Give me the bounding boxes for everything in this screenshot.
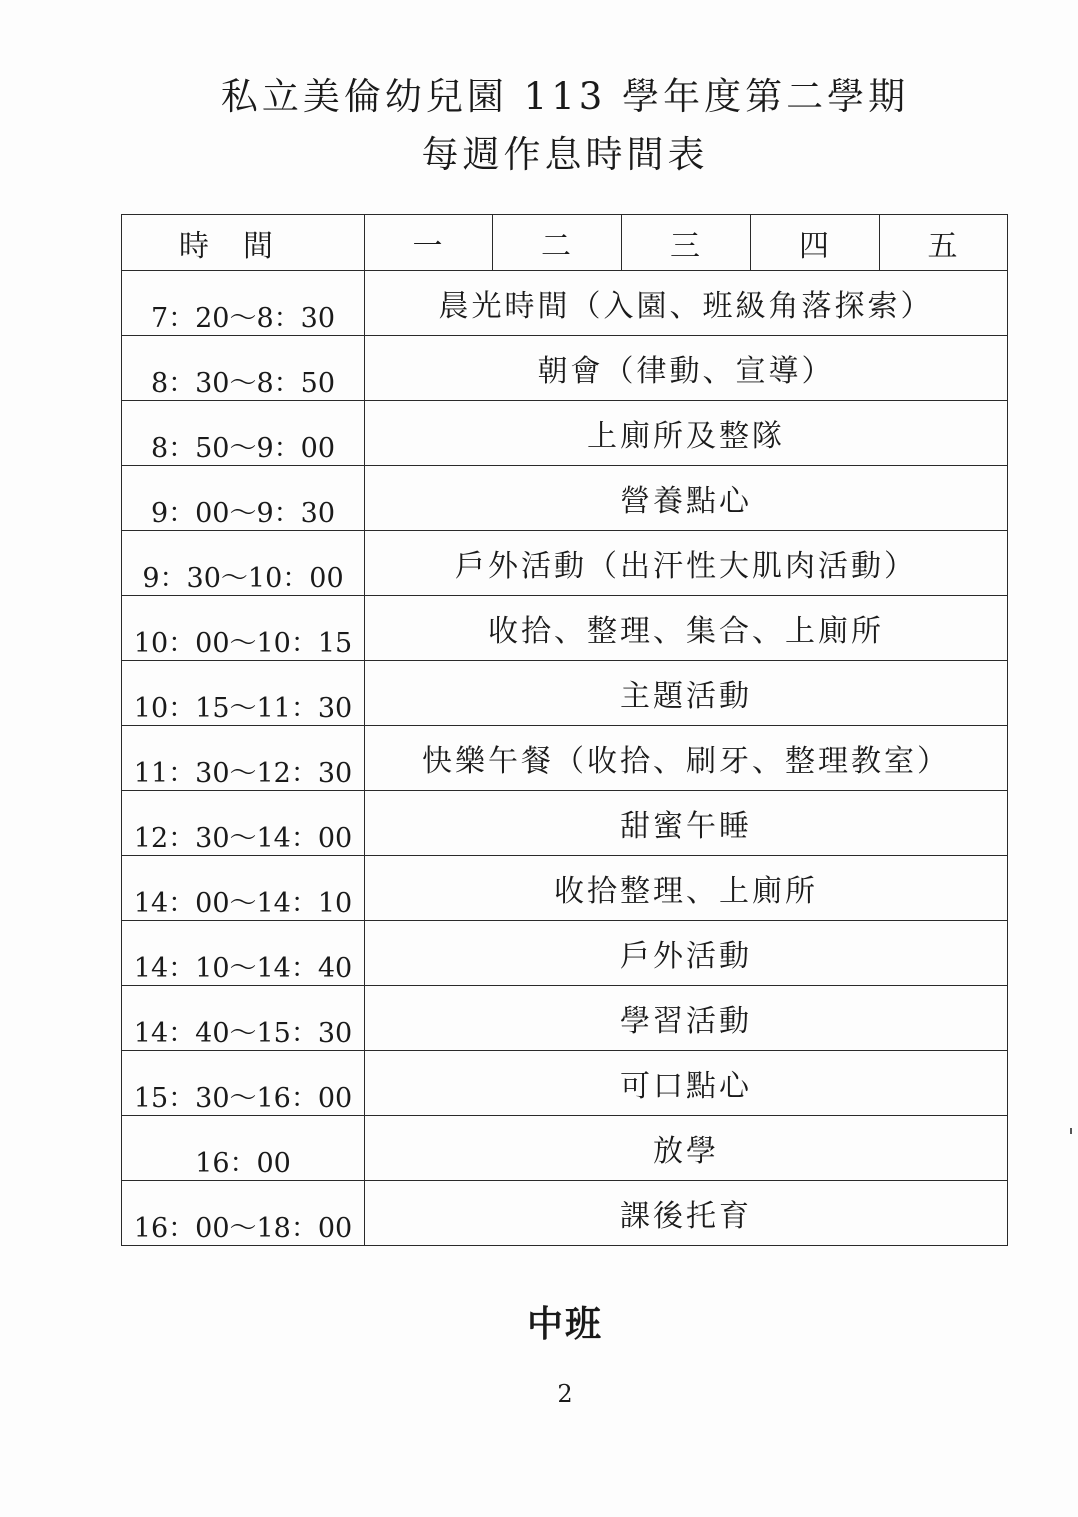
- table-row: [122, 856, 1008, 921]
- table-row: [122, 401, 1008, 466]
- activity-cell: 營養點心: [365, 466, 1008, 531]
- time-cell: 14：40～15：30: [122, 986, 365, 1051]
- table-row: [122, 336, 1008, 401]
- weekly-schedule-table: [121, 214, 1008, 1246]
- table-row: [122, 271, 1008, 336]
- header-monday: 一: [365, 215, 493, 271]
- table-row: [122, 921, 1008, 986]
- time-cell: 10：00～10：15: [122, 596, 365, 661]
- time-cell: 12：30～14：00: [122, 791, 365, 856]
- time-cell: 14：10～14：40: [122, 921, 365, 986]
- document-title: 私立美倫幼兒園 113 學年度第二學期: [220, 75, 910, 118]
- table-row: [122, 466, 1008, 531]
- time-cell: 15：30～16：00: [122, 1051, 365, 1116]
- page-number: 2: [557, 1380, 573, 1408]
- class-name-label: 中班: [526, 1303, 603, 1345]
- time-cell: 9：00～9：30: [122, 466, 365, 531]
- header-tuesday: 二: [493, 215, 622, 271]
- activity-cell: 甜蜜午睡: [365, 791, 1008, 856]
- activity-cell: 放學: [365, 1116, 1008, 1181]
- table-row: [122, 726, 1008, 791]
- activity-cell: 課後托育: [365, 1181, 1008, 1246]
- header-thursday: 四: [751, 215, 880, 271]
- activity-cell: 收拾整理、上廁所: [365, 856, 1008, 921]
- activity-cell: 收拾、整理、集合、上廁所: [365, 596, 1008, 661]
- activity-cell: 主題活動: [365, 661, 1008, 726]
- table-row: [122, 1051, 1008, 1116]
- header-wednesday: 三: [622, 215, 751, 271]
- activity-cell: 可口點心: [365, 1051, 1008, 1116]
- time-cell: 14：00～14：10: [122, 856, 365, 921]
- time-cell: 16：00: [122, 1116, 365, 1181]
- activity-cell: 晨光時間（入園、班級角落探索）: [365, 271, 1008, 336]
- table-row: [122, 596, 1008, 661]
- activity-cell: 戶外活動: [365, 921, 1008, 986]
- table-row: [122, 1181, 1008, 1246]
- time-cell: 8：30～8：50: [122, 336, 365, 401]
- activity-cell: 朝會（律動、宣導）: [365, 336, 1008, 401]
- activity-cell: 快樂午餐（收拾、刷牙、整理教室）: [365, 726, 1008, 791]
- header-friday: 五: [880, 215, 1008, 271]
- time-cell: 8：50～9：00: [122, 401, 365, 466]
- table-row: [122, 1116, 1008, 1181]
- time-cell: 16：00～18：00: [122, 1181, 365, 1246]
- table-header-row: [122, 215, 1008, 271]
- time-cell: 9：30～10：00: [122, 531, 365, 596]
- time-cell: 11：30～12：30: [122, 726, 365, 791]
- time-cell: 7：20～8：30: [122, 271, 365, 336]
- time-cell: 10：15～11：30: [122, 661, 365, 726]
- table-row: [122, 986, 1008, 1051]
- table-row: [122, 531, 1008, 596]
- header-time: 時間: [122, 215, 365, 271]
- document-subtitle: 每週作息時間表: [421, 133, 709, 176]
- activity-cell: 上廁所及整隊: [365, 401, 1008, 466]
- scan-mark: [1070, 1128, 1072, 1134]
- table-row: [122, 661, 1008, 726]
- activity-cell: 學習活動: [365, 986, 1008, 1051]
- table-row: [122, 791, 1008, 856]
- activity-cell: 戶外活動（出汗性大肌肉活動）: [365, 531, 1008, 596]
